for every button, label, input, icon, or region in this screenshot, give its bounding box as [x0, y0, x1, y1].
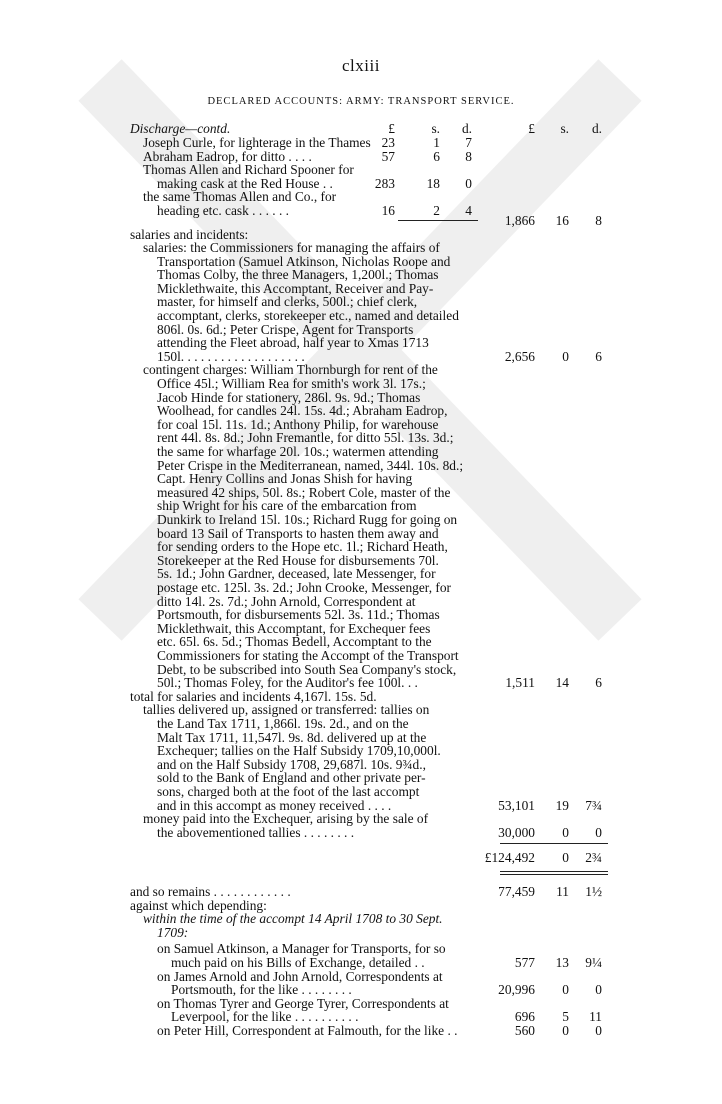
depending-amount-pence: 9¼ [585, 955, 602, 970]
discharge-item-amount-pounds: 16 [381, 203, 395, 218]
salaries-amount-pence: 6 [595, 348, 602, 364]
contingent-line: Office 45l.; William Rea for smith's work 3l. 17s.; [157, 376, 426, 391]
tallies-amount-pence: 7¾ [585, 797, 602, 813]
depending-line: Leverpool, for the like . . . . . . . . . . [171, 1009, 359, 1025]
total-salaries: total for salaries and incidents 4,167l. 15s. 5d. [130, 688, 377, 704]
discharge-item-line: making cask at the Red House . . [157, 175, 333, 191]
discharge-item-line: Thomas Allen and Richard Spooner for [143, 162, 354, 178]
remains-amount-pence: 1½ [585, 884, 602, 899]
discharge-item-line: the same Thomas Allen and Co., for [143, 189, 337, 205]
depending-line: Portsmouth, for the like . . . . . . . . [171, 982, 352, 998]
contingent-line: ship Wright for his care of the embarcation from [157, 498, 417, 514]
money-paid-amount-shillings: 0 [562, 824, 569, 840]
depending-line: on Thomas Tyrer and George Tyrer, Correspondents at [157, 995, 449, 1011]
within-line: within the time of the accompt 14 April 1708 to 30 Sept. [143, 911, 443, 927]
salaries-line: Transportation (Samuel Atkinson, Nicholas Roope and [157, 253, 451, 269]
depending-line: on Samuel Atkinson, a Manager for Transports, for so [157, 941, 446, 957]
discharge-item-amount-pence: 7 [465, 135, 472, 150]
salaries-line: Thomas Colby, the three Managers, 1,200l.; Thomas [157, 267, 439, 283]
depending-amount-pounds: 696 [514, 1009, 535, 1025]
contingent-line: ditto 14l. 2s. 7d.; John Arnold, Correspondent at [157, 593, 416, 609]
salaries-line: master, for himself and clerks, 500l.; chief clerk, [157, 294, 418, 310]
contingent-line: measured 42 ships, 50l. 8s.; Robert Cole, master of the [157, 484, 451, 500]
depending-amount-pounds: 560 [514, 1023, 535, 1038]
tallies-line: sold to the Bank of England and other private per- [157, 770, 426, 786]
contingent-line: Capt. Henry Collins and Jonas Shish for having [157, 471, 413, 487]
salaries-amount-shillings: 0 [562, 348, 569, 364]
contingent-line: Dunkirk to Ireland 15l. 10s.; Richard Rugg for going on [157, 512, 458, 527]
inner-column-header: £ [388, 121, 395, 136]
discharge-item-amount-pence: 8 [465, 148, 472, 164]
contingent-line: the same for wharfage 20l. 10s.; watermen attending [157, 444, 439, 459]
tallies-line: the Land Tax 1711, 1,866l. 19s. 2d., and on the [157, 716, 409, 731]
tallies-amount-pounds: 53,101 [498, 797, 535, 813]
depending-amount-pounds: 20,996 [498, 982, 535, 998]
remains-amount-pounds: 77,459 [498, 884, 535, 899]
salaries-line: 150l. . . . . . . . . . . . . . . . . . . [157, 348, 305, 364]
money-paid-amount-pounds: 30,000 [498, 824, 535, 840]
tallies-line: and on the Half Subsidy 1708, 29,687l. 10s. 9¾d., [157, 756, 426, 772]
within-line: 1709: [157, 924, 189, 940]
salaries-line: Micklethwaite, this Accomptant, Receiver and Pay- [157, 280, 434, 296]
against-heading: against which depending: [130, 897, 267, 913]
contingent-line: 5s. 1d.; John Gardner, deceased, late Messenger, for [157, 566, 436, 582]
inner-column-header: d. [461, 121, 472, 136]
depending-amount-pence: 0 [595, 1023, 602, 1038]
contingent-line: rent 44l. 8s. 8d.; John Fremantle, for ditto 55l. 13s. 3d.; [157, 430, 454, 446]
contingent-line: Micklethwait, this Accomptant, for Exchequer fees [157, 620, 431, 636]
contingent-line: Jacob Hinde for stationery, 286l. 9s. 9d.; Thomas [157, 389, 421, 405]
tallies-line: and in this accompt as money received . . . . [157, 797, 392, 813]
depending-amount-pounds: 577 [514, 955, 535, 970]
salaries-line: salaries: the Commissioners for managing the affairs of [143, 240, 440, 255]
outer-column-header: £ [528, 121, 535, 136]
depending-amount-pence: 0 [595, 982, 602, 998]
contingent-line: Debt, to be subscribed into South Sea Company's stock, [157, 661, 457, 677]
tallies-line: sons, charged both at the foot of the last accompt [157, 784, 420, 799]
depending-amount-shillings: 13 [555, 955, 569, 970]
outer-column-header: d. [591, 121, 602, 136]
depending-amount-shillings: 0 [562, 1023, 569, 1038]
tallies-amount-shillings: 19 [555, 797, 569, 813]
discharge-item-amount-shillings: 6 [433, 148, 440, 164]
grand-total-rule-bottom [500, 871, 608, 875]
discharge-label: Discharge—contd. [130, 121, 231, 136]
remains-amount-shillings: 11 [556, 884, 569, 899]
discharge-item-amount-shillings: 18 [426, 175, 440, 191]
money-paid-line: the abovementioned tallies . . . . . . . . [157, 824, 355, 840]
contingent-line: Commissioners for stating the Accompt of the Transport [157, 648, 459, 663]
page-heading: DECLARED ACCOUNTS: ARMY: TRANSPORT SERVICE. [207, 96, 515, 107]
discharge-item-amount-shillings: 1 [433, 135, 440, 150]
depending-line: much paid on his Bills of Exchange, detailed . . [171, 955, 425, 970]
contingent-line: Storekeeper at the Red House for disbursements 70l. [157, 552, 439, 568]
contingent-line: Woolhead, for candles 24l. 15s. 4d.; Abraham Eadrop, [157, 403, 448, 419]
contingent-line: postage etc. 125l. 3s. 2d.; John Crooke, Messenger, for [157, 580, 452, 595]
depending-line: on James Arnold and John Arnold, Correspondents at [157, 968, 443, 984]
money-paid-line: money paid into the Exchequer, arising by the sale of [143, 811, 429, 827]
discharge-total-pounds: 1,866 [504, 213, 535, 228]
discharge-item-amount-pence: 4 [465, 203, 472, 218]
discharge-item-line: Joseph Curle, for lighterage in the Thames [143, 135, 371, 150]
discharge-total-shillings: 16 [555, 213, 569, 228]
depending-amount-shillings: 0 [562, 982, 569, 998]
depending-amount-shillings: 5 [562, 1009, 569, 1025]
discharge-item-amount-pounds: 283 [374, 175, 395, 191]
depending-line: on Peter Hill, Correspondent at Falmouth, for the like . . [157, 1023, 458, 1038]
money-paid-amount-pence: 0 [595, 824, 602, 840]
salaries-line: attending the Fleet abroad, half year to Xmas 1713 [157, 335, 429, 351]
discharge-item-line: Abraham Eadrop, for ditto . . . . [143, 148, 312, 164]
salaries-line: 806l. 0s. 6d.; Peter Crispe, Agent for Transports [157, 321, 414, 337]
tallies-line: Exchequer; tallies on the Half Subsidy 1709,10,000l. [157, 743, 441, 759]
depending-amount-pence: 11 [589, 1009, 602, 1025]
tallies-line: Malt Tax 1711, 11,547l. 9s. 8d. delivered up at the [157, 729, 427, 745]
contingent-line: 50l.; Thomas Foley, for the Auditor's fee 100l. . . [157, 675, 418, 691]
outer-column-header: s. [560, 121, 569, 136]
inner-column-header: s. [431, 121, 440, 136]
contingent-amount-pence: 6 [595, 675, 602, 691]
contingent-line: etc. 65l. 6s. 5d.; Thomas Bedell, Accomptant to the [157, 634, 432, 650]
contingent-line: Peter Crispe in the Mediterranean, named, 344l. 10s. 8d.; [157, 457, 464, 473]
contingent-line: contingent charges: William Thornburgh for rent of the [143, 362, 438, 378]
grand-total-pounds: £124,492 [484, 850, 535, 866]
contingent-amount-shillings: 14 [555, 675, 569, 691]
grand-total-pence: 2¾ [585, 850, 602, 866]
discharge-item-amount-shillings: 2 [433, 203, 440, 218]
page-number: clxiii [342, 56, 380, 75]
remains-line: and so remains . . . . . . . . . . . . [130, 884, 291, 899]
discharge-item-line: heading etc. cask . . . . . . [157, 203, 290, 218]
discharge-item-amount-pounds: 57 [381, 148, 395, 164]
salaries-amount-pounds: 2,656 [504, 348, 535, 364]
grand-total-rule-top [500, 843, 608, 844]
contingent-line: for sending orders to the Hope etc. 1l.; Richard Heath, [157, 539, 448, 555]
salaries-line: accomptant, clerks, storekeeper etc., named and detailed [157, 308, 459, 323]
contingent-line: board 13 Sail of Transports to hasten them away and [157, 525, 439, 541]
contingent-amount-pounds: 1,511 [505, 675, 535, 691]
discharge-total-pence: 8 [595, 213, 602, 228]
contingent-line: for coal 15l. 11s. 1d.; Anthony Philip, for warehouse [157, 416, 439, 432]
discharge-item-amount-pence: 0 [465, 175, 472, 191]
tallies-line: tallies delivered up, assigned or transferred: tallies on [143, 702, 430, 718]
contingent-line: Portsmouth, for disbursements 52l. 3s. 11d.; Thomas [157, 607, 440, 623]
grand-total-shillings: 0 [562, 850, 569, 866]
salaries-heading: salaries and incidents: [130, 227, 249, 242]
discharge-item-amount-pounds: 23 [381, 135, 395, 150]
